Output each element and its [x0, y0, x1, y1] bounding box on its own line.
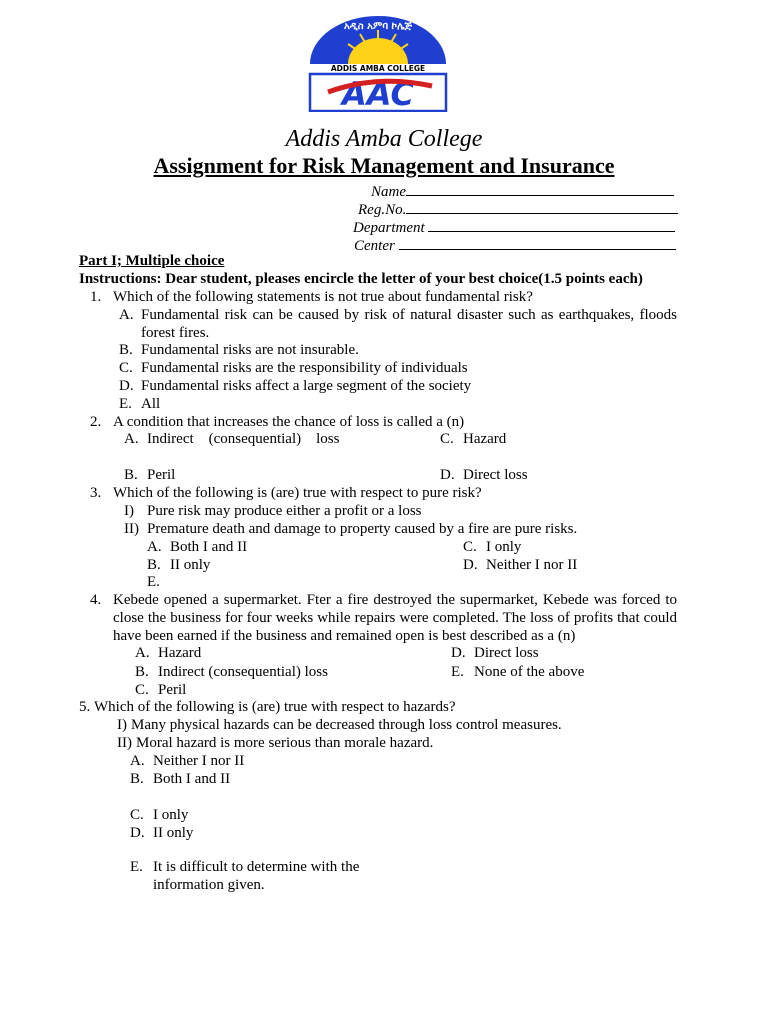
q1-option-text: Fundamental risks are the responsibility of individuals: [141, 360, 468, 376]
q1-option-text: Fundamental risks are not insurable.: [141, 342, 359, 358]
center-field[interactable]: [354, 235, 676, 255]
q3-option-text: I only: [486, 539, 522, 555]
name-field[interactable]: [371, 181, 674, 201]
q4-option-letter[interactable]: B.: [135, 664, 149, 680]
department-field[interactable]: [353, 217, 675, 237]
q4-option-letter[interactable]: D.: [451, 645, 466, 661]
q5-option-text: Both I and II: [153, 771, 231, 787]
q2-option-letter[interactable]: D.: [440, 467, 455, 483]
assignment-title: Assignment for Risk Management and Insurance: [153, 153, 615, 178]
q5-option-letter[interactable]: B.: [130, 771, 144, 787]
q1-option-letter[interactable]: E.: [119, 396, 132, 412]
q3-statement-text: Pure risk may produce either a profit or a loss: [147, 503, 422, 519]
logo-arc-text: አዲስ አምባ ኮሌጅ: [344, 21, 412, 32]
q1-option-letter[interactable]: C.: [119, 360, 133, 376]
q1-option-text: Fundamental risk can be caused by risk of natural disaster such as earthquakes, floods forest fires.: [141, 307, 677, 341]
college-title: Addis Amba College: [285, 126, 483, 152]
q3-statement-label: I): [124, 503, 134, 519]
college-logo: [308, 12, 448, 112]
q2-text: A condition that increases the chance of loss is called a (n): [113, 414, 465, 430]
q5-statement-text: Moral hazard is more serious than morale hazard.: [136, 735, 434, 751]
q2-option-letter[interactable]: C.: [440, 431, 454, 447]
q5-option-text: It is difficult to determine with the information given.: [153, 859, 360, 893]
q5-statement-label: I): [117, 717, 127, 733]
q5-option-text: II only: [153, 825, 194, 841]
q2-option-letter[interactable]: B.: [124, 467, 138, 483]
q1-number: 1.: [90, 289, 102, 305]
q5-statement-label: II): [117, 735, 132, 751]
q2-number: 2.: [90, 414, 102, 430]
q4-option-letter[interactable]: C.: [135, 682, 149, 698]
q4-option-letter[interactable]: A.: [135, 645, 150, 661]
q1-option-letter[interactable]: D.: [119, 378, 134, 394]
q5-option-text: I only: [153, 807, 189, 823]
q5-statement-text: Many physical hazards can be decreased through loss control measures.: [131, 717, 562, 733]
center-line[interactable]: [399, 235, 676, 250]
reg-label: Reg.No.: [358, 202, 407, 218]
q4-number: 4.: [90, 592, 102, 608]
logo-college-name: ADDIS AMBA COLLEGE: [330, 64, 426, 73]
q3-option-letter[interactable]: D.: [463, 557, 478, 573]
logo-abbr: AAC: [341, 75, 415, 112]
q4-option-letter[interactable]: E.: [451, 664, 464, 680]
q2-option-letter[interactable]: A.: [124, 431, 139, 447]
reg-field[interactable]: [358, 199, 678, 219]
instructions: Instructions: Dear student, pleases encircle the letter of your best choice(1.5 points each): [79, 271, 643, 287]
q5-option-text: Neither I nor II: [153, 753, 245, 769]
q5-text: Which of the following is (are) true with respect to hazards?: [94, 699, 456, 715]
q5-number: 5.: [79, 699, 91, 715]
reg-line[interactable]: [406, 199, 678, 214]
q3-option-letter[interactable]: B.: [147, 557, 161, 573]
q2-option-text: Direct loss: [463, 467, 528, 483]
q2-option-text: Hazard: [463, 431, 507, 447]
q3-option-text: II only: [170, 557, 211, 573]
q2-option-text: Peril: [147, 467, 176, 483]
name-line[interactable]: [406, 181, 674, 196]
q1-option-letter[interactable]: B.: [119, 342, 133, 358]
q4-option-text: Indirect (consequential) loss: [158, 664, 328, 680]
q3-option-text: Neither I nor II: [486, 557, 578, 573]
center-label: Center: [354, 238, 395, 254]
q5-option-letter[interactable]: D.: [130, 825, 145, 841]
q3-statement-text: Premature death and damage to property caused by a fire are pure risks.: [147, 521, 578, 537]
q1-option-text: All: [141, 396, 161, 412]
q3-option-letter[interactable]: E.: [147, 574, 160, 590]
part-heading: Part I; Multiple choice: [79, 253, 225, 269]
q3-number: 3.: [90, 485, 102, 501]
q4-text: Kebede opened a supermarket. Fter a fire destroyed the supermarket, Kebede was forced to close the business for four weeks while repairs were completed. The loss of profits that could have been earned if the business and remained open is best described as a (n): [113, 592, 677, 644]
q2-option-text: Indirect (consequential) loss: [147, 431, 340, 447]
q3-text: Which of the following is (are) true with respect to pure risk?: [113, 485, 482, 501]
name-label: Name: [371, 184, 406, 200]
q5-option-letter[interactable]: E.: [130, 859, 143, 875]
q3-option-letter[interactable]: C.: [463, 539, 477, 555]
q4-option-text: Hazard: [158, 645, 202, 661]
q1-text: Which of the following statements is not true about fundamental risk?: [113, 289, 533, 305]
q4-option-text: Direct loss: [474, 645, 539, 661]
q1-option-letter[interactable]: A.: [119, 307, 134, 323]
college-logo-graphic: [308, 12, 448, 112]
q3-option-text: Both I and II: [170, 539, 248, 555]
department-label: Department: [353, 220, 425, 236]
q5-option-letter[interactable]: A.: [130, 753, 145, 769]
q3-statement-label: II): [124, 521, 139, 537]
department-line[interactable]: [428, 217, 675, 232]
q3-option-letter[interactable]: A.: [147, 539, 162, 555]
q5-option-letter[interactable]: C.: [130, 807, 144, 823]
q1-option-text: Fundamental risks affect a large segment of the society: [141, 378, 472, 394]
q4-option-text: Peril: [158, 682, 187, 698]
q4-option-text: None of the above: [474, 664, 585, 680]
